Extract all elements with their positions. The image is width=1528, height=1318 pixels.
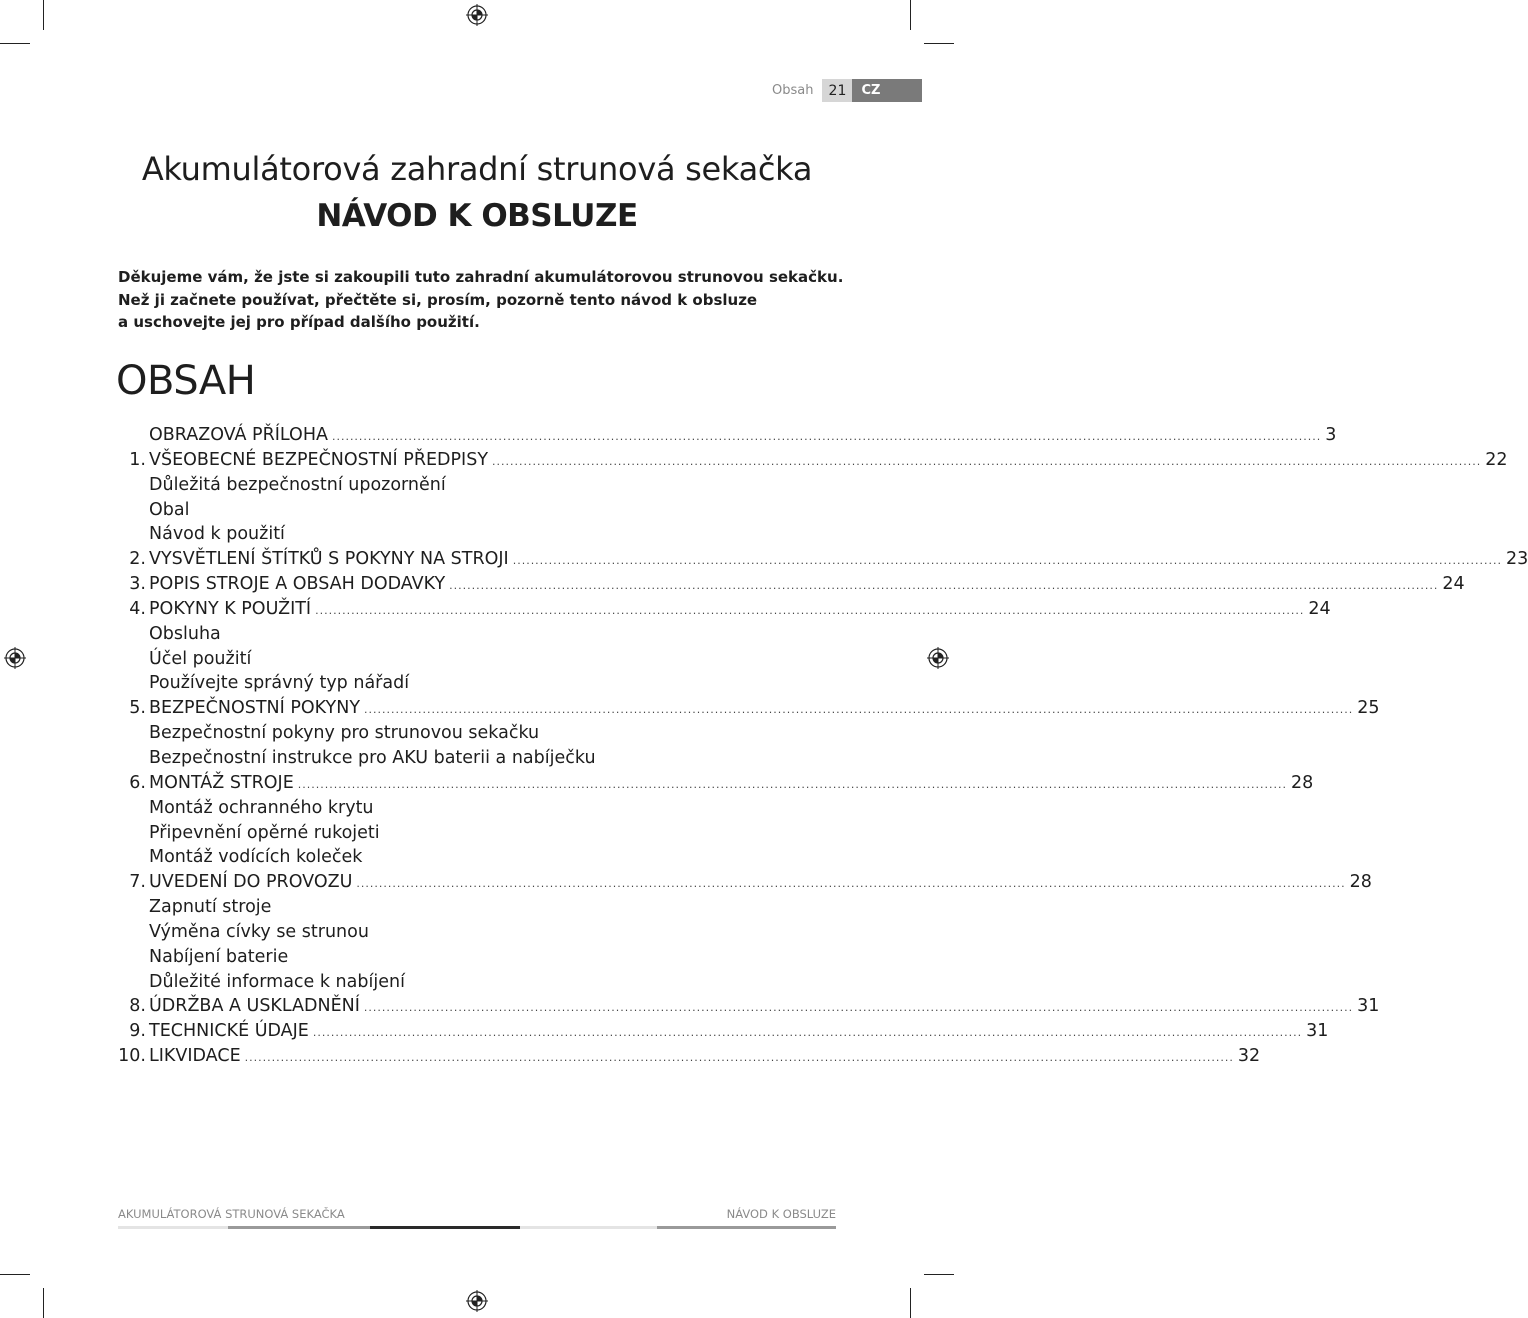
- header-language-badge: CZ: [852, 79, 922, 102]
- toc-dot-leader: ............................................................................................................................................................................................................................: [449, 579, 1439, 593]
- table-of-contents: [118, 425, 1528, 1071]
- toc-dot-leader: ............................................................................................................................................................................................................................: [312, 1026, 1303, 1040]
- toc-entry: [118, 1046, 1261, 1071]
- toc-entry: [118, 698, 1380, 723]
- toc-entry: [118, 823, 836, 848]
- footer-product-name: AKUMULÁTOROVÁ STRUNOVÁ SEKAČKA: [118, 1207, 345, 1221]
- toc-entry: [118, 449, 1508, 475]
- toc-entry-page: 25: [1357, 698, 1380, 719]
- toc-dot-leader: ............................................................................................................................................................................................................................: [244, 1051, 1234, 1065]
- toc-entry-label: Účel použití: [149, 648, 252, 669]
- toc-dot-leader: ............................................................................................................................................................................................................................: [331, 430, 1322, 443]
- toc-entry: [118, 574, 1465, 599]
- intro-paragraph: [118, 266, 858, 334]
- toc-entry-number: 7.: [129, 872, 146, 893]
- toc-entry: [118, 598, 1331, 624]
- toc-entry-label: Bezpečnostní pokyny pro strunovou sekačku: [149, 723, 540, 744]
- toc-entry-label: TECHNICKÉ ÚDAJE: [149, 1021, 309, 1042]
- toc-entry: [118, 524, 836, 549]
- registration-mark-icon: [466, 4, 488, 26]
- toc-entry-label: MONTÁŽ STROJE: [149, 772, 294, 793]
- toc-entry-label: POKYNY K POUŽITÍ: [149, 598, 312, 619]
- toc-entry-number: 3.: [129, 574, 146, 595]
- toc-entry-label: Důležitá bezpečnostní upozornění: [149, 474, 446, 495]
- toc-entry-label: Nabíjení baterie: [149, 946, 289, 967]
- toc-heading: OBSAH: [116, 358, 256, 404]
- toc-entry-page: 24: [1308, 598, 1331, 619]
- toc-entry: [118, 748, 836, 773]
- toc-dot-leader: ............................................................................................................................................................................................................................: [356, 877, 1346, 891]
- toc-entry-page: 22: [1485, 449, 1508, 470]
- crop-mark-top-right-h: [924, 43, 954, 44]
- toc-entry-label: Montáž ochranného krytu: [149, 797, 374, 818]
- toc-entry-label: Důležité informace k nabíjení: [149, 971, 405, 992]
- toc-dot-leader: ............................................................................................................................................................................................................................: [363, 1001, 1354, 1015]
- toc-entry: [118, 649, 836, 674]
- toc-entry-number: 5.: [129, 698, 146, 719]
- footer-rule-segment: [657, 1226, 836, 1229]
- toc-entry: [118, 996, 1380, 1021]
- toc-entry-page: 31: [1357, 996, 1380, 1017]
- toc-entry-page: 31: [1306, 1021, 1329, 1042]
- toc-entry: [118, 947, 836, 972]
- toc-entry-label: Připevnění opěrné rukojeti: [149, 822, 380, 843]
- toc-entry-label: VYSVĚTLENÍ ŠTÍTKŮ S POKYNY NA STROJI: [149, 549, 509, 570]
- registration-mark-icon: [466, 1290, 488, 1312]
- footer-rule-segment: [370, 1226, 520, 1229]
- toc-entry-label: Bezpečnostní instrukce pro AKU baterii a nabíječku: [149, 747, 596, 768]
- toc-dot-leader: ............................................................................................................................................................................................................................: [512, 554, 1502, 568]
- toc-entry-label: POPIS STROJE A OBSAH DODAVKY: [149, 574, 446, 595]
- toc-entry-page: 3: [1325, 425, 1337, 445]
- registration-mark-icon: [927, 647, 949, 669]
- document-title: Akumulátorová zahradní strunová sekačka: [141, 150, 813, 188]
- toc-entry-label: ÚDRŽBA A USKLADNĚNÍ: [149, 996, 360, 1017]
- toc-entry-number: 4.: [129, 598, 146, 619]
- toc-entry: [118, 549, 1528, 574]
- crop-mark-bottom-right-h: [924, 1274, 954, 1275]
- toc-entry-label: LIKVIDACE: [149, 1046, 241, 1067]
- toc-entry-label: Návod k použití: [149, 524, 285, 545]
- toc-entry: [118, 500, 836, 525]
- crop-mark-bottom-right-v: [910, 1288, 911, 1318]
- toc-entry: [118, 772, 1314, 798]
- footer-rule-segment: [228, 1226, 370, 1229]
- toc-entry-number: 10.: [118, 1046, 146, 1067]
- toc-entry: [118, 798, 836, 823]
- toc-entry-number: 8.: [129, 996, 146, 1017]
- toc-entry-page: 32: [1237, 1046, 1261, 1067]
- toc-entry: [118, 922, 836, 947]
- toc-dot-leader: ............................................................................................................................................................................................................................: [297, 777, 1288, 791]
- toc-entry-page: 28: [1291, 772, 1314, 793]
- toc-entry-number: 2.: [129, 549, 146, 570]
- footer-rule: [118, 1226, 836, 1229]
- toc-entry-label: BEZPEČNOSTNÍ POKYNY: [149, 698, 361, 719]
- toc-entry-label: UVEDENÍ DO PROVOZU: [149, 872, 353, 893]
- toc-dot-leader: ............................................................................................................................................................................................................................: [315, 603, 1305, 617]
- toc-entry: [118, 847, 836, 872]
- toc-dot-leader: ............................................................................................................................................................................................................................: [364, 703, 1354, 717]
- toc-entry: [118, 897, 836, 922]
- registration-mark-icon: [4, 647, 26, 669]
- intro-line: Než ji začnete používat, přečtěte si, prosím, pozorně tento návod k obsluze: [118, 290, 758, 309]
- toc-entry-number: 9.: [129, 1021, 146, 1042]
- footer-rule-segment: [118, 1226, 228, 1229]
- toc-entry: [118, 1021, 1329, 1046]
- intro-line: Děkujeme vám, že jste si zakoupili tuto zahradní akumulátorovou strunovou sekačku.: [118, 268, 844, 286]
- crop-mark-top-left-h: [0, 43, 30, 44]
- crop-mark-top-left-v: [43, 0, 44, 30]
- toc-entry-label: Používejte správný typ nářadí: [149, 673, 410, 694]
- page-header-tab: [772, 79, 922, 102]
- toc-entry-number: 6.: [129, 772, 146, 793]
- toc-entry-label: OBRAZOVÁ PŘÍLOHA: [149, 425, 328, 445]
- toc-entry: [118, 723, 836, 748]
- toc-entry: [118, 475, 836, 500]
- toc-entry-label: Montáž vodících koleček: [149, 847, 363, 868]
- toc-entry-label: Zapnutí stroje: [149, 897, 272, 918]
- toc-entry-label: Výměna cívky se strunou: [149, 921, 369, 942]
- toc-entry: [118, 972, 836, 997]
- toc-entry-label: VŠEOBECNÉ BEZPEČNOSTNÍ PŘEDPISY: [149, 449, 489, 470]
- toc-entry: [118, 425, 1337, 450]
- toc-entry: [118, 673, 836, 698]
- document-subtitle: NÁVOD K OBSLUZE: [316, 198, 638, 234]
- toc-entry-page: 28: [1349, 872, 1372, 893]
- crop-mark-bottom-left-h: [0, 1274, 30, 1275]
- toc-entry-page: 23: [1505, 549, 1528, 570]
- toc-dot-leader: ............................................................................................................................................................................................................................: [492, 454, 1482, 468]
- intro-line: a uschovejte jej pro případ dalšího použití.: [118, 313, 480, 331]
- footer-document-name: NÁVOD K OBSLUZE: [726, 1207, 836, 1221]
- crop-mark-bottom-left-v: [43, 1288, 44, 1318]
- toc-entry-label: Obal: [149, 499, 190, 520]
- toc-entry-label: Obsluha: [149, 623, 221, 644]
- toc-entry-number: 1.: [129, 449, 146, 470]
- crop-mark-top-right-v: [910, 0, 911, 30]
- header-page-number: 21: [822, 79, 852, 102]
- header-section-label: Obsah: [772, 83, 814, 98]
- footer-rule-segment: [520, 1226, 657, 1229]
- toc-entry: [118, 624, 836, 649]
- toc-entry: [118, 872, 1372, 897]
- toc-entry-page: 24: [1442, 574, 1465, 595]
